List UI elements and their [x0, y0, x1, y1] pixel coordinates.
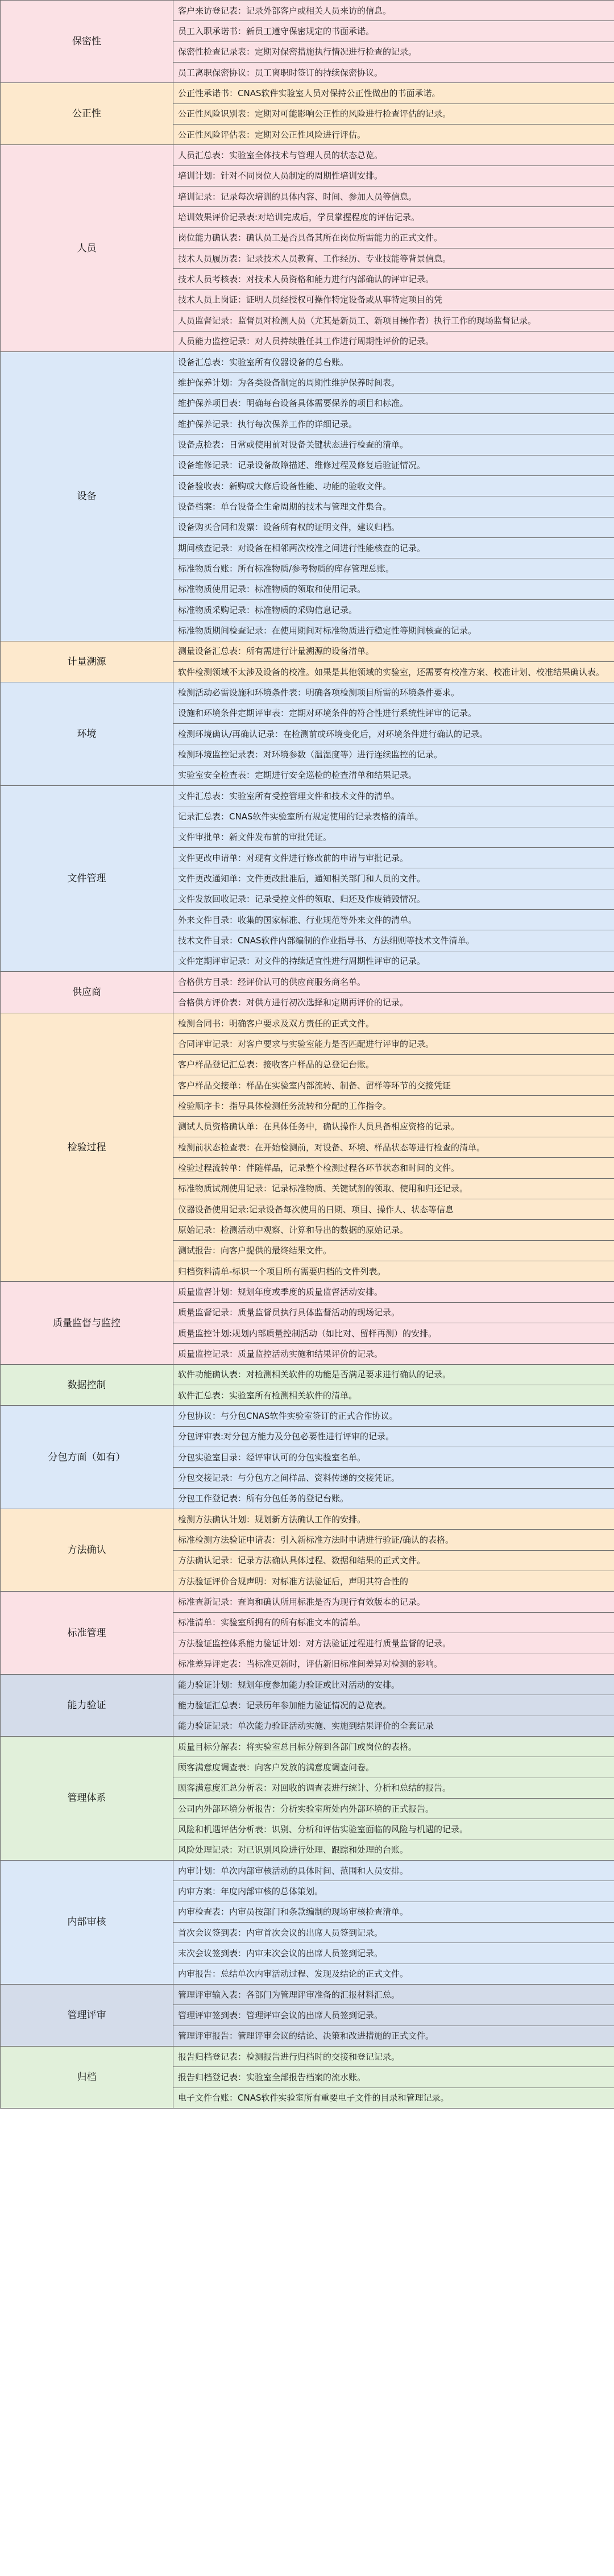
record-item-cell: 检验过程流转单：伴随样品，记录整个检测过程各环节状态和时间的文件。: [173, 1158, 614, 1178]
record-item-cell: 人员能力监控记录：对人员持续胜任其工作进行周期性评价的记录。: [173, 331, 614, 351]
table-row: [1, 972, 614, 992]
category-cell: 分包方面（如有）: [1, 1406, 173, 1509]
table-row: [1, 1282, 614, 1302]
record-item-cell: 设备点检表：日常或使用前对设备关键状态进行检查的清单。: [173, 434, 614, 455]
record-item-cell: 标准清单：实验室所拥有的所有标准文本的清单。: [173, 1612, 614, 1633]
record-item-cell: 客户来访登记表：记录外部客户或相关人员来访的信息。: [173, 1, 614, 21]
record-item-cell: 设备验收表：新购或大修后设备性能、功能的验收文件。: [173, 475, 614, 496]
category-cell: 计量溯源: [1, 641, 173, 682]
table-row: [1, 1, 614, 21]
record-item-cell: 质量监督记录：质量监督员执行具体监督活动的现场记录。: [173, 1302, 614, 1323]
record-item-cell: 检测活动必需设施和环境条件表：明确各项检测项目所需的环境条件要求。: [173, 682, 614, 703]
record-item-cell: 合同评审记录：对客户要求与实验室能力是否匹配进行评审的记录。: [173, 1034, 614, 1054]
category-cell: 环境: [1, 682, 173, 786]
record-item-cell: 维护保养项目表：明确每台设备具体需要保养的项目和标准。: [173, 393, 614, 413]
record-item-cell: 外来文件目录：收集的国家标准、行业规范等外来文件的清单。: [173, 910, 614, 930]
record-item-cell: 标准物质台账：所有标准物质/参考物质的库存管理总账。: [173, 558, 614, 579]
record-item-cell: 方法验证评价合规声明：对标准方法验证后，声明其符合性的: [173, 1571, 614, 1592]
record-item-cell: 能力验证汇总表：记录历年参加能力验证情况的总览表。: [173, 1695, 614, 1716]
record-item-cell: 内审报告：总结单次内审活动过程、发现及结论的正式文件。: [173, 1964, 614, 1984]
record-item-cell: 标准物质期间检查记录：在使用期间对标准物质进行稳定性等期间核查的记录。: [173, 620, 614, 641]
record-item-cell: 设备维修记录：记录设备故障描述、维修过程及修复后验证情况。: [173, 455, 614, 475]
table-row: [1, 1013, 614, 1033]
record-item-cell: 测量设备汇总表：所有需进行计量溯源的设备清单。: [173, 641, 614, 661]
record-item-cell: 末次会议签到表：内审末次会议的出席人员签到记录。: [173, 1943, 614, 1964]
record-item-cell: 风险处理记录：对已识别风险进行处理、跟踪和处理的台账。: [173, 1840, 614, 1860]
record-item-cell: 质量监控计划:规划内部质量控制活动（如比对、留样再测）的安排。: [173, 1323, 614, 1344]
table-row: [1, 1860, 614, 1881]
record-item-cell: 分包工作登记表：所有分包任务的登记台账。: [173, 1488, 614, 1509]
record-item-cell: 方法确认记录：记录方法确认具体过程、数据和结果的正式文件。: [173, 1550, 614, 1571]
record-item-cell: 人员汇总表：实验室全体技术与管理人员的状态总览。: [173, 145, 614, 165]
category-cell: 设备: [1, 351, 173, 641]
record-item-cell: 设备购买合同和发票：设备所有权的证明文件，建议归档。: [173, 517, 614, 537]
table-row: [1, 682, 614, 703]
record-item-cell: 技术人员考核表：对技术人员资格和能力进行内部确认的评审记录。: [173, 269, 614, 289]
record-item-cell: 标准差异评定表：当标准更新时，评估新旧标准间差异对检测的影响。: [173, 1654, 614, 1674]
record-item-cell: 质量监督计划：规划年度或季度的质量监督活动安排。: [173, 1282, 614, 1302]
record-item-cell: 技术人员上岗证：证明人员经授权可操作特定设备或从事特定项目的凭: [173, 289, 614, 310]
record-item-cell: 软件检测领域不太涉及设备的校准。如果是其他领域的实验室，还需要有校准方案、校准计划、校准结果确认表。: [173, 662, 614, 682]
record-item-cell: 管理评审输入表：各部门为管理评审准备的汇报材料汇总。: [173, 1985, 614, 2005]
record-item-cell: 检测环境确认/再确认记录：在检测前或环境变化后，对环境条件进行确认的记录。: [173, 724, 614, 744]
record-item-cell: 技术文件目录：CNAS软件内部编制的作业指导书、方法细则等技术文件清单。: [173, 930, 614, 951]
table-row: [1, 83, 614, 103]
record-item-cell: 分包协议：与分包CNAS软件实验室签订的正式合作协议。: [173, 1406, 614, 1426]
record-item-cell: 软件功能确认表：对检测相关软件的功能是否满足要求进行确认的记录。: [173, 1364, 614, 1385]
record-item-cell: 客户样品交接单：样品在实验室内部流转、制备、留样等环节的交接凭证: [173, 1075, 614, 1095]
category-cell: 管理评审: [1, 1985, 173, 2047]
record-item-cell: 岗位能力确认表：确认员工是否具备其所在岗位所需能力的正式文件。: [173, 227, 614, 248]
record-item-cell: 分包实验室目录：经评审认可的分包实验室名单。: [173, 1447, 614, 1468]
record-item-cell: 电子文件台账：CNAS软件实验室所有重要电子文件的目录和管理记录。: [173, 2088, 614, 2108]
table-row: [1, 1592, 614, 1612]
record-item-cell: 归档资料清单-标识一个项目所有需要归档的文件列表。: [173, 1261, 614, 1281]
record-item-cell: 技术人员履历表：记录技术人员教育、工作经历、专业技能等背景信息。: [173, 249, 614, 269]
record-item-cell: 报告归档登记表：实验室全部报告档案的流水账。: [173, 2067, 614, 2088]
category-cell: 质量监督与监控: [1, 1282, 173, 1364]
record-item-cell: 保密性检查记录表：定期对保密措施执行情况进行检查的记录。: [173, 42, 614, 62]
record-item-cell: 培训记录：记录每次培训的具体内容、时间、参加人员等信息。: [173, 187, 614, 207]
category-cell: 公正性: [1, 83, 173, 145]
record-item-cell: 顾客满意度汇总分析表：对回收的调查表进行统计、分析和总结的报告。: [173, 1778, 614, 1798]
table-row: [1, 2047, 614, 2067]
category-cell: 供应商: [1, 972, 173, 1013]
record-item-cell: 分包交接记录：与分包方之间样品、资料传递的交接凭证。: [173, 1468, 614, 1488]
category-cell: 管理体系: [1, 1736, 173, 1860]
record-item-cell: 维护保养计划：为各类设备制定的周期性维护保养时间表。: [173, 372, 614, 393]
record-item-cell: 设备汇总表：实验室所有仪器设备的总台账。: [173, 351, 614, 372]
record-item-cell: 管理评审签到表：管理评审会议的出席人员签到记录。: [173, 2005, 614, 2026]
table-row: [1, 641, 614, 661]
record-item-cell: 期间核查记录：对设备在相邻两次校准之间进行性能核查的记录。: [173, 537, 614, 558]
record-item-cell: 公正性风险识别表：定期对可能影响公正性的风险进行检查评估的记录。: [173, 103, 614, 124]
category-cell: 检验过程: [1, 1013, 173, 1281]
record-item-cell: 文件定期评审记录：对文件的持续适宜性进行周期性评审的记录。: [173, 951, 614, 971]
record-item-cell: 公司内外部环境分析报告：分析实验室所处内外部环境的正式报告。: [173, 1798, 614, 1819]
record-item-cell: 检测环境监控记录表：对环境参数（温湿度等）进行连续监控的记录。: [173, 744, 614, 765]
category-cell: 能力验证: [1, 1674, 173, 1736]
table-row: [1, 145, 614, 165]
record-item-cell: 能力验证记录：单次能力验证活动实施、实施到结果评价的全套记录: [173, 1716, 614, 1736]
record-item-cell: 风险和机遇评估分析表：识别、分析和评估实验室面临的风险与机遇的记录。: [173, 1819, 614, 1840]
table-row: [1, 1509, 614, 1530]
category-cell: 文件管理: [1, 786, 173, 972]
table-body: [1, 1, 614, 2109]
record-item-cell: 管理评审报告：管理评审会议的结论、决策和改进措施的正式文件。: [173, 2026, 614, 2046]
record-item-cell: 能力验证计划：规划年度参加能力验证或比对活动的安排。: [173, 1674, 614, 1695]
record-item-cell: 首次会议签到表：内审首次会议的出席人员签到记录。: [173, 1922, 614, 1943]
record-item-cell: 公正性承诺书：CNAS软件实验室人员对保持公正性做出的书面承诺。: [173, 83, 614, 103]
record-item-cell: 质量目标分解表：将实验室总目标分解到各部门或岗位的表格。: [173, 1736, 614, 1757]
record-item-cell: 文件发放回收记录：记录受控文件的领取、归还及作废销毁情况。: [173, 889, 614, 909]
record-item-cell: 合格供方评价表：对供方进行初次选择和定期再评价的记录。: [173, 992, 614, 1013]
record-item-cell: 实验室安全检查表：定期进行安全巡检的检查清单和结果记录。: [173, 765, 614, 785]
record-item-cell: 标准查新记录：查询和确认所用标准是否为现行有效版本的记录。: [173, 1592, 614, 1612]
record-item-cell: 分包评审表:对分包方能力及分包必要性进行评审的记录。: [173, 1426, 614, 1447]
table-row: [1, 1674, 614, 1695]
table-row: [1, 1985, 614, 2005]
record-item-cell: 标准物质采购记录：标准物质的采购信息记录。: [173, 599, 614, 620]
record-item-cell: 记录汇总表：CNAS软件实验室所有规定使用的记录表格的清单。: [173, 806, 614, 827]
record-item-cell: 合格供方目录：经评价认可的供应商服务商名单。: [173, 972, 614, 992]
record-item-cell: 设备档案：单台设备全生命周期的技术与管理文件集合。: [173, 496, 614, 517]
record-item-cell: 检测前状态检查表：在开始检测前，对设备、环境、样品状态等进行检查的清单。: [173, 1137, 614, 1157]
record-item-cell: 报告归档登记表：检测报告进行归档时的交接和登记记录。: [173, 2047, 614, 2067]
category-cell: 人员: [1, 145, 173, 351]
record-item-cell: 标准检测方法验证申请表：引入新标准方法时申请进行验证/确认的表格。: [173, 1530, 614, 1550]
record-item-cell: 标准物质使用记录：标准物质的领取和使用记录。: [173, 579, 614, 599]
table-row: [1, 1406, 614, 1426]
record-item-cell: 文件更改通知单：文件更改批准后，通知相关部门和人员的文件。: [173, 868, 614, 889]
record-item-cell: 仪器设备使用记录:记录设备每次使用的日期、项目、操作人、状态等信息: [173, 1199, 614, 1219]
category-cell: 保密性: [1, 1, 173, 83]
record-item-cell: 原始记录：检测活动中观察、计算和导出的数据的原始记录。: [173, 1220, 614, 1240]
record-item-cell: 内审检查表：内审员按部门和条款编制的现场审核检查清单。: [173, 1902, 614, 1922]
record-item-cell: 质量监控记录：质量监控活动实施和结果评价的记录。: [173, 1344, 614, 1364]
record-item-cell: 培训效果评价记录表:对培训完成后，学员掌握程度的评估记录。: [173, 207, 614, 227]
record-item-cell: 文件审批单：新文件发布前的审批凭证。: [173, 827, 614, 847]
category-cell: 内部审核: [1, 1860, 173, 1984]
record-item-cell: 检测方法确认计划：规划新方法确认工作的安排。: [173, 1509, 614, 1530]
record-item-cell: 内审方案：年度内部审核的总体策划。: [173, 1881, 614, 1902]
record-item-cell: 检验顺序卡：指导具体检测任务流转和分配的工作指令。: [173, 1096, 614, 1116]
table-row: [1, 1736, 614, 1757]
record-item-cell: 人员监督记录：监督员对检测人员（尤其是新员工、新项目操作者）执行工作的现场监督记录。: [173, 310, 614, 331]
record-item-cell: 员工离职保密协议：员工离职时签订的持续保密协议。: [173, 63, 614, 83]
record-item-cell: 测试报告：向客户提供的最终结果文件。: [173, 1240, 614, 1261]
table-row: [1, 786, 614, 806]
record-item-cell: 文件更改申请单：对现有文件进行修改前的申请与审批记录。: [173, 848, 614, 868]
record-item-cell: 客户样品登记汇总表：接收客户样品的总登记台账。: [173, 1054, 614, 1075]
record-item-cell: 内审计划：单次内部审核活动的具体时间、范围和人员安排。: [173, 1860, 614, 1881]
record-item-cell: 软件汇总表：实验室所有检测相关软件的清单。: [173, 1385, 614, 1406]
category-cell: 数据控制: [1, 1364, 173, 1406]
table-row: [1, 1364, 614, 1385]
record-item-cell: 文件汇总表：实验室所有受控管理文件和技术文件的清单。: [173, 786, 614, 806]
record-item-cell: 培训计划：针对不同岗位人员制定的周期性培训安排。: [173, 165, 614, 186]
record-item-cell: 测试人员资格确认单：在具体任务中，确认操作人员具备相应资格的记录。: [173, 1116, 614, 1137]
record-item-cell: 员工入职承诺书：新员工遵守保密规定的书面承诺。: [173, 21, 614, 42]
record-item-cell: 公正性风险评估表：定期对公正性风险进行评估。: [173, 125, 614, 145]
record-item-cell: 设施和环境条件定期评审表：定期对环境条件的符合性进行系统性评审的记录。: [173, 703, 614, 723]
table-row: [1, 351, 614, 372]
record-item-cell: 方法验证监控体系能力验证计划：对方法验证过程进行质量监督的记录。: [173, 1633, 614, 1654]
category-cell: 归档: [1, 2047, 173, 2109]
category-cell: 方法确认: [1, 1509, 173, 1592]
record-item-cell: 维护保养记录：执行每次保养工作的详细记录。: [173, 413, 614, 434]
record-item-cell: 检测合同书：明确客户要求及双方责任的正式文件。: [173, 1013, 614, 1033]
category-cell: 标准管理: [1, 1592, 173, 1674]
record-item-cell: 顾客满意度调查表：向客户发放的满意度调查问卷。: [173, 1757, 614, 1778]
record-item-cell: 标准物质试剂使用记录：记录标准物质、关键试剂的领取、使用和归还记录。: [173, 1178, 614, 1199]
